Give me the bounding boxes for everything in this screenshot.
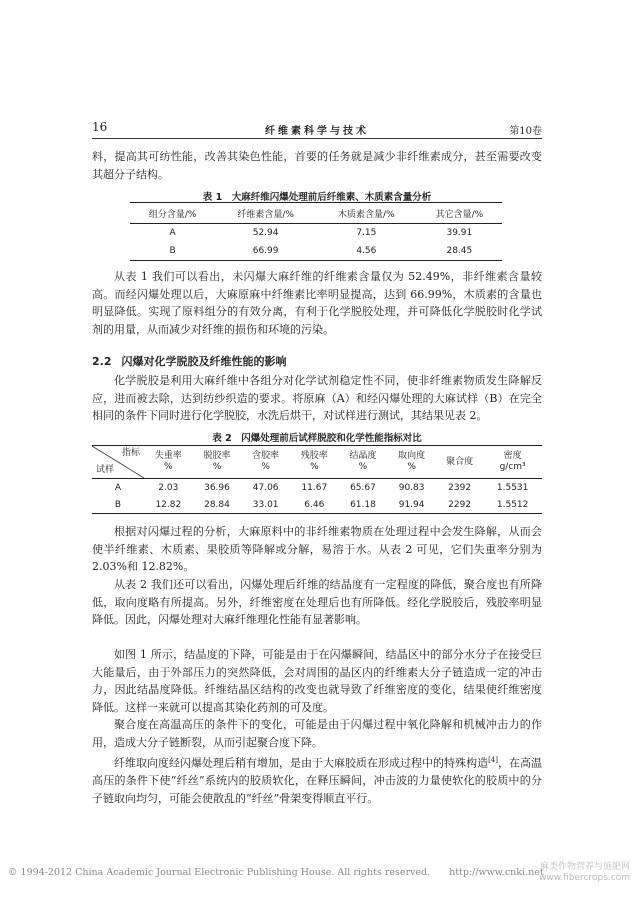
running-header	[92, 120, 542, 139]
table-cell: B	[130, 242, 215, 261]
table-cell: 28.45	[417, 242, 502, 261]
table-cell: 28.84	[193, 496, 242, 514]
paragraph-intro: 料，提高其可纺性能，改善其染色性能，首要的任务就是减少非纤维素成分，甚至需要改变其超分子结构。	[92, 150, 542, 181]
table-cell: 2392	[448, 482, 472, 493]
journal-title: 纤维素科学与技术	[265, 126, 369, 137]
table1-header-cell: 组分含量/%	[130, 203, 215, 224]
paragraph-weight-loss: 根据对闪爆过程的分析，大麻原料中的非纤维素物质在处理过程中会发生降解，从而会使半纤维素、木质素、果胶质等降解或分解，易溶于水。从表 2 可见，它们失重率分别为 2.03%和 12.82%。	[92, 525, 542, 573]
corner-label-bottom: 试样	[96, 465, 115, 475]
table-row	[92, 479, 542, 497]
table1-header-cell: 其它含量/%	[417, 203, 502, 224]
paragraph-crystallinity: 从表 2 我们还可以看出，闪爆处理后纤维的结晶度有一定程度的降低，聚合度也有所降低，取向度略有所提高。另外，纤维密度在处理后也有所降低。经化学脱胶后，残胶率明显降低。因此，闪爆处理对大麻纤维理化性能有显著影响。	[92, 578, 542, 626]
table-cell: 6.46	[290, 496, 339, 514]
table-cell: 2292	[436, 496, 483, 514]
table2	[92, 445, 542, 514]
table2-header-cell: 残胶率 %	[290, 446, 339, 479]
table-row	[130, 242, 502, 261]
table-cell: A	[169, 228, 176, 238]
table1-header-cell: 纤维素含量/%	[215, 203, 316, 224]
table2-header-cell: 密度 g/cm³	[483, 446, 542, 479]
table-row	[92, 496, 542, 514]
table-cell: 52.94	[252, 228, 279, 238]
table-cell: B	[92, 496, 144, 514]
copyright-footer: © 1994-2012 China Academic Journal Electronic Publishing House. All rights reserved. http://www.cnki.net	[8, 867, 544, 878]
paragraph-orientation: 纤维取向度经闪爆处理后稍有增加，是由于大麻胶质在形成过程中的特殊构造[4]，在高温高压的条件下使“纤丝”系统内的胶质软化，在释压瞬间，冲击波的力量使软化的胶质中的分子链取向均匀，可能会使散乱的“纤丝”骨架变得顺直平行。	[92, 756, 543, 805]
paragraph-polymerization: 聚合度在高温高压的条件下的变化，可能是由于闪爆过程中氧化降解和机械冲击力的作用，造成大分子链断裂，从而引起聚合度下降。	[92, 718, 542, 749]
table2-header-cell: 结晶度 %	[339, 446, 388, 479]
table2-header-cell: 聚合度	[436, 446, 483, 479]
section-number: 2.2	[92, 355, 112, 368]
table-cell: 90.83	[398, 482, 425, 493]
volume-label: 第10卷	[509, 126, 542, 137]
table-cell: 91.94	[387, 496, 436, 514]
table-cell: 65.67	[350, 482, 376, 493]
paragraph-figure1: 如图 1 所示，结晶度的下降，可能是由于在闪爆瞬间，结晶区中的部分水分子在接受巨大能量后，由于外部压力的突然降低，会对周围的晶区内的纤维素大分子链造成一定的冲击力，因此结晶度降低。纤维结晶区结构的改变也就导致了纤维密度的变化，结果使纤维密度降低。这样一来就可以提高其染化药剂的可及度。	[92, 648, 542, 714]
page-number: 16	[92, 120, 108, 134]
table-cell: 66.99	[215, 242, 316, 261]
table-cell: 4.56	[316, 242, 417, 261]
section-heading	[92, 353, 287, 369]
table2-header-cell: 失重率 %	[144, 446, 193, 479]
table-cell: 39.91	[446, 228, 473, 238]
table1-header-row	[130, 203, 502, 224]
table2-corner-cell	[92, 446, 144, 479]
table1	[130, 202, 502, 261]
table-cell: 1.5512	[483, 496, 542, 514]
table1-header-cell: 木质素含量/%	[316, 203, 417, 224]
citation-ref[interactable]: [4]	[488, 756, 498, 764]
table-cell: 2.03	[158, 482, 179, 493]
table1-caption: 表 1 大麻纤维闪爆处理前后纤维素、木质素含量分析	[202, 192, 432, 203]
table-cell: 61.18	[339, 496, 388, 514]
table2-header-cell: 脱胶率 %	[193, 446, 242, 479]
paragraph-degumming: 化学脱胶是利用大麻纤维中各组分对化学试剂稳定性不同，使非纤维素物质发生降解反应，进而被去除，达到纺纱织造的要求。将原麻（A）和经闪爆处理的大麻试样（B）在完全相同的条件下同时进行化学脱胶，水洗后烘干，对试样进行测试，其结果见表 2。	[92, 374, 542, 422]
table-cell: A	[114, 482, 122, 493]
section-title: 闪爆对化学脱胶及纤维性能的影响	[121, 355, 287, 368]
table-cell: 1.5531	[496, 482, 529, 493]
table-cell: 11.67	[301, 482, 328, 493]
table-cell: 12.82	[144, 496, 193, 514]
table-row	[130, 224, 502, 243]
paragraph-table1-analysis: 从表 1 我们可以看出，未闪爆大麻纤维的纤维素含量仅为 52.49%，非纤维素含量较高。而经闪爆处理以后，大麻原麻中纤维素比率明显提高，达到 66.99%，木质素的含量也明显降低。实现了原料组分的有效分离，有利于化学脱胶处理，并可降低化学脱胶时化学试剂的用量，从而减少对纤维的损伤和环境的污染。	[92, 270, 542, 336]
table2-caption: 表 2 闪爆处理前后试样脱胶和化学性能指标对比	[212, 433, 422, 444]
site-watermark: 麻类作物营养与施肥网 www.fibercrops.com	[539, 862, 630, 883]
table-cell: 7.15	[356, 228, 377, 238]
table2-header-cell: 取向度 %	[387, 446, 436, 479]
table-cell: 36.96	[204, 482, 230, 493]
table2-header-row	[92, 446, 542, 479]
table-cell: 47.06	[252, 482, 279, 493]
corner-label-top: 指标	[121, 448, 140, 458]
table2-header-cell: 含胶率 %	[241, 446, 290, 479]
table-cell: 33.01	[241, 496, 290, 514]
